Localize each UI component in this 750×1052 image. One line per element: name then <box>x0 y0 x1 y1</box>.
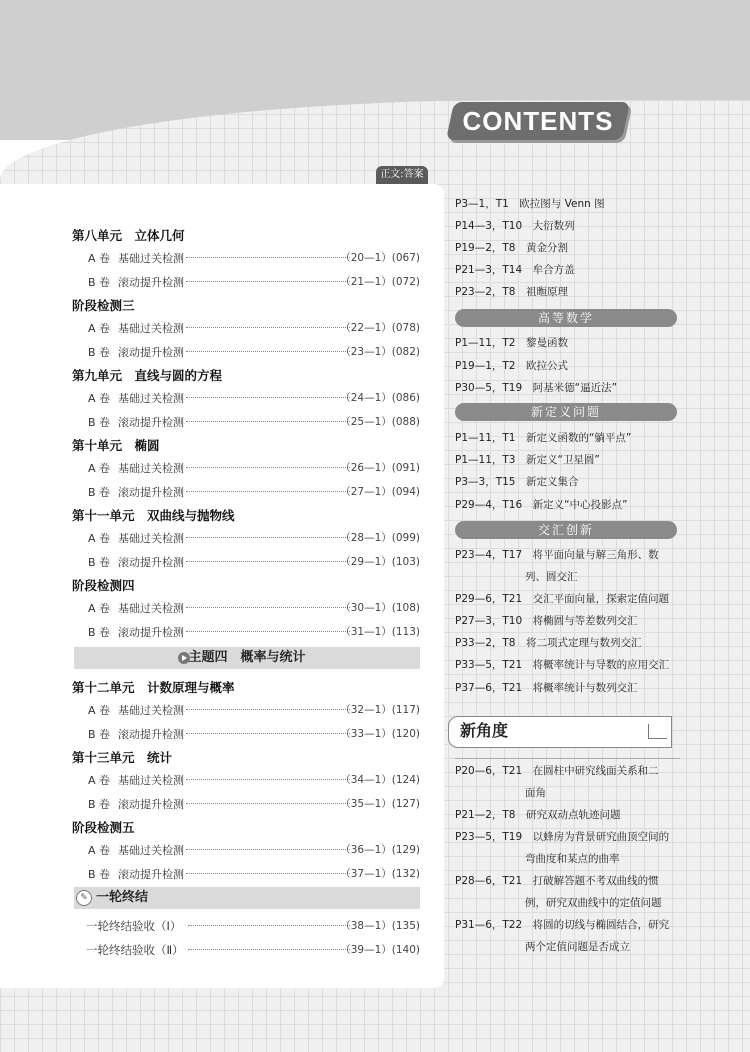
toc-item[interactable] <box>0 554 444 578</box>
feature-item[interactable]: P3—1，T1 欧拉图与 Venn 图 <box>455 198 605 210</box>
feature-item-continuation: 列、圆交汇 <box>525 571 578 583</box>
toc-item[interactable] <box>0 624 444 648</box>
toc-item-name: 滚动提升检测 <box>118 728 184 741</box>
feature-item-continuation: 两个定值问题是否成立 <box>525 941 630 953</box>
feature-item[interactable] <box>455 760 745 804</box>
toc-item-name: 基础过关检测 <box>118 322 184 335</box>
toc-item-page: （38—1）(135) <box>340 920 420 932</box>
feature-item-line: P23—5，T19 以蜂房为背景研究曲顶空间的 <box>455 831 670 843</box>
feature-item[interactable]: P23—2，T8 祖暅原理 <box>455 286 568 298</box>
toc-item-page: （29—1）(103) <box>340 556 420 568</box>
feature-item-line: P20—6，T21 在圆柱中研究线面关系和二 <box>455 765 659 777</box>
toc-item-name: 滚动提升检测 <box>118 346 184 359</box>
toc-item-label: A 卷 <box>88 462 111 475</box>
toc-final-item[interactable] <box>0 918 444 942</box>
toc-leader-dots <box>186 421 350 422</box>
feature-category-header: 高等数学 <box>455 309 677 327</box>
toc-item-label: B 卷 <box>88 346 111 359</box>
toc-item[interactable] <box>0 796 444 820</box>
toc-item[interactable] <box>0 600 444 624</box>
toc-item[interactable] <box>0 772 444 796</box>
toc-item-label: B 卷 <box>88 486 111 499</box>
feature-item[interactable] <box>455 826 745 870</box>
toc-item[interactable] <box>0 460 444 484</box>
toc-item-page: （28—1）(099) <box>340 532 420 544</box>
toc-item-label: B 卷 <box>88 728 111 741</box>
toc-unit-heading[interactable]: 第十一单元 双曲线与抛物线 <box>72 508 235 523</box>
toc-leader-dots <box>186 257 350 258</box>
toc-unit-heading[interactable]: 第九单元 直线与圆的方程 <box>72 368 223 383</box>
toc-leader-dots <box>186 709 350 710</box>
toc-item-page: （26—1）(091) <box>340 462 420 474</box>
toc-unit-heading[interactable]: 阶段检测五 <box>72 820 135 835</box>
toc-item-name: 滚动提升检测 <box>118 556 184 569</box>
feature-item-line: P37—6，T21 将概率统计与数列交汇 <box>455 682 638 694</box>
toc-item-name: 基础过关检测 <box>118 704 184 717</box>
feature-category-header: 交汇创新 <box>455 521 677 539</box>
toc-unit-heading[interactable]: 第十单元 椭圆 <box>72 438 160 453</box>
feature-item[interactable] <box>455 914 745 958</box>
feature-item[interactable]: P1—11，T2 黎曼函数 <box>455 337 568 349</box>
feature-item-continuation: 面角 <box>525 787 546 799</box>
feature-item-line: P21—2，T8 研究双动点轨迹问题 <box>455 809 621 821</box>
feature-item[interactable]: P1—11，T3 新定义“卫星圆” <box>455 454 600 466</box>
toc-item[interactable] <box>0 530 444 554</box>
toc-leader-dots <box>186 491 350 492</box>
lightbulb-icon: ✎ <box>76 890 92 906</box>
toc-item-name: 基础过关检测 <box>118 462 184 475</box>
feature-item[interactable] <box>455 588 745 610</box>
toc-item-page: （31—1）(113) <box>340 626 420 638</box>
toc-item-page: （24—1）(086) <box>340 392 420 404</box>
toc-unit-heading[interactable]: 阶段检测三 <box>72 298 135 313</box>
feature-item[interactable]: P29—4，T16 新定义“中心投影点” <box>455 499 628 511</box>
toc-leader-dots <box>186 873 350 874</box>
feature-item[interactable]: P19—2，T8 黄金分割 <box>455 242 568 254</box>
toc-unit-heading[interactable]: 第十三单元 统计 <box>72 750 173 765</box>
toc-leader-dots <box>188 949 350 950</box>
feature-item-line: P29—6，T21 交汇平面向量，探索定值问题 <box>455 593 670 605</box>
toc-item-name: 一轮终结验收（Ⅰ） <box>86 919 182 933</box>
answer-badge: 正文:答案 <box>376 166 428 184</box>
feature-item-continuation: 例，研究双曲线中的定值问题 <box>525 897 662 909</box>
feature-item[interactable] <box>455 632 745 654</box>
feature-item-line: P28—6，T21 打破解答题不考双曲线的惯 <box>455 875 659 887</box>
feature-item-line: P27—3，T10 将椭圆与等差数列交汇 <box>455 615 638 627</box>
feature-item-line: P33—5，T21 将概率统计与导数的应用交汇 <box>455 659 670 671</box>
feature-item[interactable]: P14—3，T10 大衍数列 <box>455 220 575 232</box>
toc-item-label: A 卷 <box>88 392 111 405</box>
feature-item[interactable]: P3—3，T15 新定义集合 <box>455 476 579 488</box>
toc-leader-dots <box>186 281 350 282</box>
toc-leader-dots <box>186 397 350 398</box>
toc-item[interactable] <box>0 726 444 750</box>
toc-leader-dots <box>188 925 350 926</box>
topic-title: 主题四 概率与统计 <box>188 650 306 665</box>
toc-item[interactable] <box>0 274 444 298</box>
toc-unit-heading[interactable]: 第八单元 立体几何 <box>72 228 185 243</box>
toc-item-page: （25—1）(088) <box>340 416 420 428</box>
toc-leader-dots <box>186 537 350 538</box>
feature-item-line: P23—4，T17 将平面向量与解三角形、数 <box>455 549 659 561</box>
toc-item-name: 一轮终结验收（Ⅱ） <box>86 943 184 957</box>
toc-item[interactable] <box>0 842 444 866</box>
toc-item-label: A 卷 <box>88 774 111 787</box>
toc-item-page: （20—1）(067) <box>340 252 420 264</box>
toc-item-name: 基础过关检测 <box>118 774 184 787</box>
toc-item-page: （32—1）(117) <box>340 704 420 716</box>
feature-item[interactable]: P1—11，T1 新定义函数的“躺平点” <box>455 432 632 444</box>
toc-unit-heading[interactable]: 第十二单元 计数原理与概率 <box>72 680 235 695</box>
toc-item-name: 滚动提升检测 <box>118 798 184 811</box>
toc-item-label: A 卷 <box>88 602 111 615</box>
toc-item[interactable] <box>0 414 444 438</box>
toc-item[interactable] <box>0 390 444 414</box>
toc-leader-dots <box>186 733 350 734</box>
toc-item-page: （36—1）(129) <box>340 844 420 856</box>
topic-bar[interactable] <box>74 647 420 669</box>
toc-item[interactable] <box>0 484 444 508</box>
feature-item[interactable] <box>455 544 745 588</box>
toc-item-page: （33—1）(120) <box>340 728 420 740</box>
toc-item-page: （27—1）(094) <box>340 486 420 498</box>
toc-item-page: （21—1）(072) <box>340 276 420 288</box>
toc-leader-dots <box>186 631 350 632</box>
toc-leader-dots <box>186 561 350 562</box>
toc-item-name: 基础过关检测 <box>118 392 184 405</box>
toc-item[interactable] <box>0 344 444 368</box>
toc-item-page: （30—1）(108) <box>340 602 420 614</box>
toc-item-label: A 卷 <box>88 532 111 545</box>
toc-item-label: A 卷 <box>88 704 111 717</box>
toc-item-name: 滚动提升检测 <box>118 868 184 881</box>
toc-item-name: 滚动提升检测 <box>118 416 184 429</box>
divider <box>455 758 680 759</box>
feature-item-line: P33—2，T8 将二项式定理与数列交汇 <box>455 637 642 649</box>
toc-leader-dots <box>186 467 350 468</box>
toc-item-label: B 卷 <box>88 416 111 429</box>
toc-item-label: B 卷 <box>88 798 111 811</box>
toc-item-page: （23—1）(082) <box>340 346 420 358</box>
feature-item[interactable] <box>455 610 745 632</box>
toc-leader-dots <box>186 779 350 780</box>
feature-item-continuation: 弯曲度和某点的曲率 <box>525 853 620 865</box>
toc-item-name: 滚动提升检测 <box>118 626 184 639</box>
toc-item-label: B 卷 <box>88 276 111 289</box>
toc-item-name: 滚动提升检测 <box>118 486 184 499</box>
feature-category-header: 新定义问题 <box>455 403 677 421</box>
feature-item[interactable]: P19—1，T2 欧拉公式 <box>455 360 568 372</box>
toc-item[interactable] <box>0 250 444 274</box>
toc-item-name: 基础过关检测 <box>118 532 184 545</box>
toc-item-page: （22—1）(078) <box>340 322 420 334</box>
toc-leader-dots <box>186 803 350 804</box>
toc-item-page: （37—1）(132) <box>340 868 420 880</box>
toc-item-name: 滚动提升检测 <box>118 276 184 289</box>
toc-item-page: （34—1）(124) <box>340 774 420 786</box>
toc-item-label: B 卷 <box>88 556 111 569</box>
new-angle-title: 新角度 <box>460 721 509 740</box>
toc-leader-dots <box>186 327 350 328</box>
toc-unit-heading[interactable]: 阶段检测四 <box>72 578 135 593</box>
toc-final-item[interactable] <box>0 942 444 966</box>
feature-item[interactable]: P21—3，T14 牟合方盖 <box>455 264 575 276</box>
toc-item-label: A 卷 <box>88 252 111 265</box>
feature-item[interactable]: P30—5，T19 阿基米德“逼近法” <box>455 382 618 394</box>
toc-item-label: B 卷 <box>88 868 111 881</box>
contents-title: CONTENTS <box>462 106 614 136</box>
toc-leader-dots <box>186 849 350 850</box>
toc-item-label: A 卷 <box>88 322 111 335</box>
feature-item[interactable] <box>455 677 745 699</box>
feature-item[interactable] <box>455 870 745 914</box>
page-corner-icon <box>648 724 667 739</box>
feature-item[interactable] <box>455 804 745 826</box>
feature-item[interactable] <box>455 654 745 676</box>
toc-item[interactable] <box>0 702 444 726</box>
toc-leader-dots <box>186 351 350 352</box>
toc-item-page: （39—1）(140) <box>340 944 420 956</box>
final-section-bar[interactable] <box>74 887 420 909</box>
final-section-title: 一轮终结 <box>96 890 149 905</box>
feature-item-line: P31—6，T22 将圆的切线与椭圆结合，研究 <box>455 919 670 931</box>
toc-item-page: （35—1）(127) <box>340 798 420 810</box>
toc-item[interactable] <box>0 320 444 344</box>
toc-item-name: 基础过关检测 <box>118 844 184 857</box>
toc-item-label: A 卷 <box>88 844 111 857</box>
toc-item-name: 基础过关检测 <box>118 252 184 265</box>
toc-item-label: B 卷 <box>88 626 111 639</box>
toc-item-name: 基础过关检测 <box>118 602 184 615</box>
toc-leader-dots <box>186 607 350 608</box>
